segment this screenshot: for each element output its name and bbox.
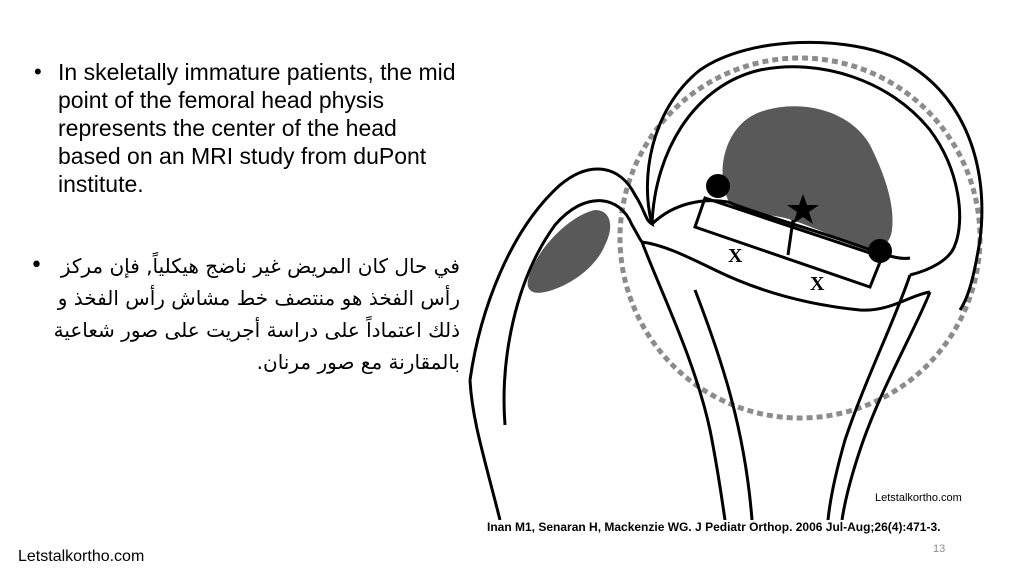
bullet-marker: • [30, 253, 43, 278]
femoral-neck-inner [470, 380, 500, 520]
watermark-right: Letstalkortho.com [875, 492, 962, 504]
citation: Inan M1, Senaran H, Mackenzie WG. J Pediatr Orthop. 2006 Jul-Aug;26(4):471-3. [487, 520, 941, 534]
bullet-arabic [30, 250, 460, 378]
bullet-english [30, 58, 460, 198]
bullet-list [30, 58, 460, 378]
femoral-shaft-medial [842, 292, 930, 520]
femoral-neck-outer [642, 242, 725, 520]
segment-label-left: X [728, 245, 743, 267]
page-number: 13 [933, 543, 946, 555]
femoral-shaft-medial-inner [828, 275, 910, 520]
physis-endpoint-left [706, 174, 730, 198]
bullet-marker: • [34, 59, 42, 84]
bullet-arabic-text: في حال كان المريض غير ناضج هيكلياً, فإن مركز رأس الفخذ هو منتصف خط مشاش رأس الفخذ و ذلك اعتماداً على دراسة أجريت على صور شعاعية بالمقارنة مع صور مرنان. [53, 254, 460, 374]
watermark-left: Letstalkortho.com [18, 548, 145, 565]
femoral-head-diagram [460, 30, 1020, 520]
segment-label-right: X [810, 273, 825, 295]
physis-endpoint-right [868, 239, 892, 263]
bullet-english-text: In skeletally immature patients, the mid point of the femoral head physis represents the center of the head based on an MRI study from duPont institute. [58, 59, 456, 197]
